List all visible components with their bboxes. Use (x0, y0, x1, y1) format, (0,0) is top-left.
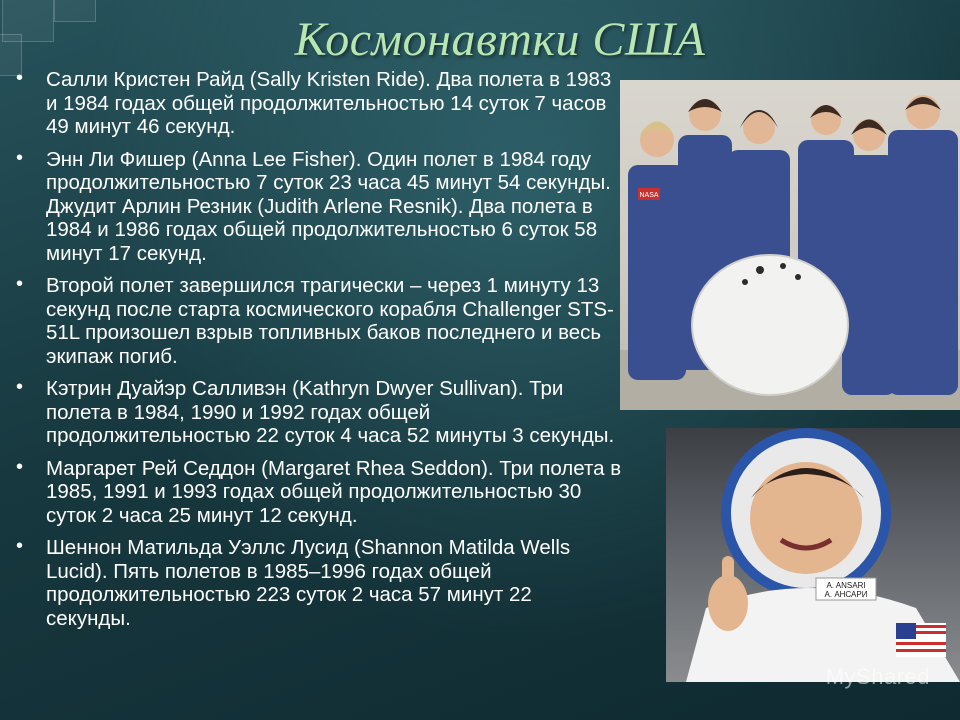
bullet-marker: • (16, 376, 24, 398)
watermark: MyShared (825, 664, 930, 689)
bullet-marker: • (16, 146, 24, 169)
astronauts-group-photo (620, 80, 960, 410)
bullet-marker: • (16, 535, 24, 557)
bullet-marker: • (16, 67, 24, 89)
name-tag-latin: A. ANSARI (826, 581, 866, 590)
bullet-text: Салли Кристен Райд (Sally Kristen Ride). Два полета в 1983 и 1984 годах общей продолжительностью 14 суток 7 часов 49 минут 46 секунд. (46, 68, 612, 138)
bullet-item (16, 457, 622, 528)
bullet-item (16, 274, 622, 368)
bullet-text: Маргарет Рей Седдон (Margaret Rhea Seddon). Три полета в 1985, 1991 и 1993 годах общей продолжительностью 30 суток 2 часа 25 минут 12 секунд. (46, 456, 622, 527)
bullet-text: Второй полет завершился трагически – через 1 минуту 13 секунд после старта космического корабля Challenger STS-51L произошел взрыв топливных баков последнего и весь экипаж погиб. (46, 274, 614, 368)
bullet-marker: • (16, 455, 24, 478)
bullet-item (16, 68, 622, 139)
portrait-illustration (666, 428, 960, 682)
group-photo-illustration (620, 80, 960, 410)
bullet-item (16, 536, 622, 630)
bullet-text: Кэтрин Дуайэр Салливэн (Kathryn Dwyer Sullivan). Три полета в 1984, 1990 и 1992 годах общей продолжительностью 22 суток 4 часа 52 минуты 3 секунды. (46, 377, 615, 447)
bullet-marker: • (16, 273, 24, 295)
bullet-list (16, 68, 622, 639)
astronaut-portrait-photo (666, 428, 960, 682)
bullet-text: Энн Ли Фишер (Anna Lee Fisher). Один полет в 1984 году продолжительностью 7 суток 23 часа 45 минут 54 секунды. (46, 147, 611, 194)
slide-title: Космонавтки США (294, 13, 706, 66)
name-tag-cyrillic: А. АНСАРИ (824, 590, 868, 599)
nasa-badge: NASA (639, 192, 659, 199)
bullet-text: Джудит Арлин Резник (Judith Arlene Resnik). Два полета в 1984 и 1986 годах общей продолжительностью 6 суток 58 минут 17 секунд. (46, 194, 598, 265)
bullet-text: Шеннон Матильда Уэллс Лусид (Shannon Matilda Wells Lucid). Пять полетов в 1985–1996 годах общей продолжительностью 223 суток 2 часа 57 минут 22 секунды. (46, 536, 571, 630)
bullet-item (16, 377, 622, 448)
bullet-item (16, 148, 622, 266)
